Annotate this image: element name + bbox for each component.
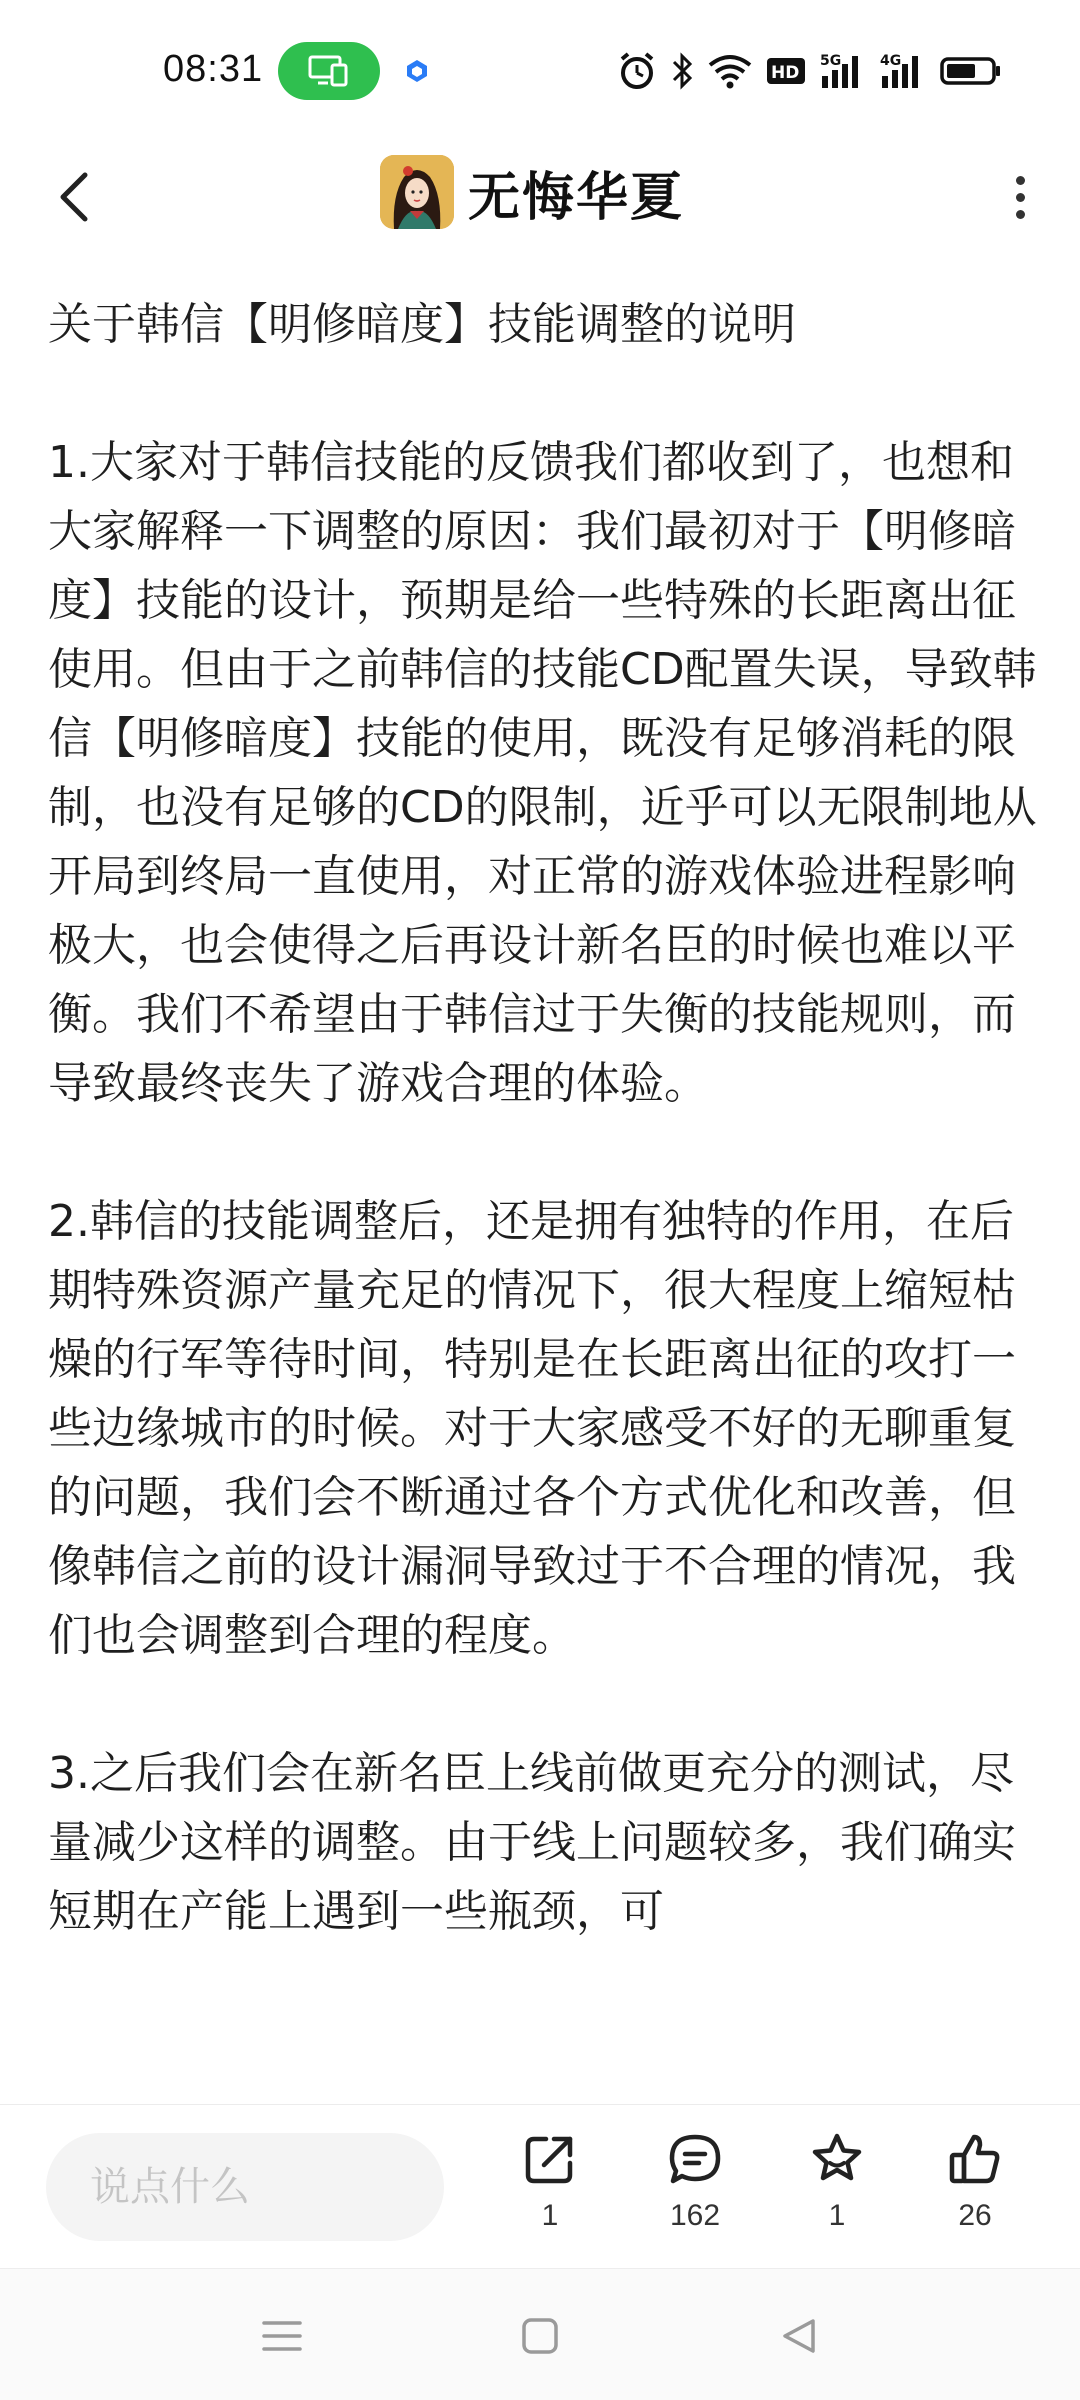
signal-4g-label: 4G [880,53,902,69]
star-icon [808,2131,866,2187]
post-paragraph: 1.大家对于韩信技能的反馈我们都收到了，也想和大家解释一下调整的原因：我们最初对于【明修暗度】技能的设计，预期是给一些特殊的长距离出征使用。但由于之前韩信的技能CD配置失误，导致韩信【明修暗度】技能的使用，既没有足够消耗的限制，也没有足够的CD的限制，近乎可以无限制地从开局到终局一直使用，对正常的游戏体验进程影响极大，也会使得之后再设计新名臣的时候也难以平衡。我们不希望由于韩信过于失衡的技能规则，而导致最终丧失了游戏合理的体验。 [48,437,1037,1109]
status-bar [0,0,1080,140]
more-dot-icon [1016,176,1025,185]
thumbs-up-icon [946,2131,1004,2187]
bluetooth-icon [670,51,694,91]
nav-menu-button[interactable] [247,2301,317,2371]
comment-button[interactable] [640,2131,750,2233]
more-dot-icon [1016,210,1025,219]
signal-4g-icon [880,52,926,90]
hd-label: HD [771,63,800,83]
nav-home-button[interactable] [505,2301,575,2371]
game-avatar [380,155,454,229]
battery-icon [940,56,1002,86]
post-paragraph: 2.韩信的技能调整后，还是拥有独特的作用，在后期特殊资源产量充足的情况下，很大程度上缩短枯燥的行军等待时间，特别是在长距离出征的攻打一些边缘城市的时候。对于大家感受不好的无聊重复的问题，我们会不断通过各个方式优化和改善，但像韩信之前的设计漏洞导致过于不合理的情况，我们也会调整到合理的程度。 [48,1196,1016,1661]
home-square-icon [520,2316,560,2356]
page-title: 无悔华夏 [468,167,685,228]
post-paragraph: 3.之后我们会在新名臣上线前做更充分的测试，尽量减少这样的调整。由于线上问题较多，我们确实短期在产能上遇到一些瓶颈，可 [48,1748,1016,1937]
back-button[interactable] [40,162,110,232]
top-app-bar [0,140,1080,250]
system-navigation-bar [0,2268,1080,2400]
screen-cast-indicator[interactable] [278,42,380,100]
nav-back-button[interactable] [764,2301,834,2371]
comment-icon [666,2131,724,2187]
back-triangle-icon [779,2316,819,2356]
signal-5g-icon [820,52,866,90]
status-icons [618,50,1002,92]
status-time: 08:31 [163,48,264,90]
more-options-button[interactable] [990,162,1050,232]
screen-cast-icon [308,55,350,87]
post-title: 关于韩信【明修暗度】技能调整的说明 [48,299,796,350]
wifi-icon [708,53,752,89]
like-button[interactable] [920,2131,1030,2233]
post-action-bar [0,2104,1080,2268]
share-button[interactable] [495,2131,605,2233]
share-icon [522,2131,578,2187]
share-count: 1 [541,2199,559,2232]
hd-voice-icon [766,55,806,87]
comment-count: 162 [669,2199,721,2232]
favorite-button[interactable] [782,2131,892,2233]
favorite-count: 1 [828,2199,846,2232]
game-character-icon [380,155,454,229]
like-count: 26 [958,2199,992,2232]
more-dot-icon [1016,193,1025,202]
chevron-left-icon [55,169,95,225]
signal-5g-label: 5G [820,53,842,69]
app-title-group[interactable] [380,152,684,232]
menu-icon [262,2318,302,2354]
comment-input[interactable] [46,2133,444,2241]
alarm-icon [618,51,656,91]
app-dot-icon [404,58,430,84]
post-content [48,290,1038,2100]
